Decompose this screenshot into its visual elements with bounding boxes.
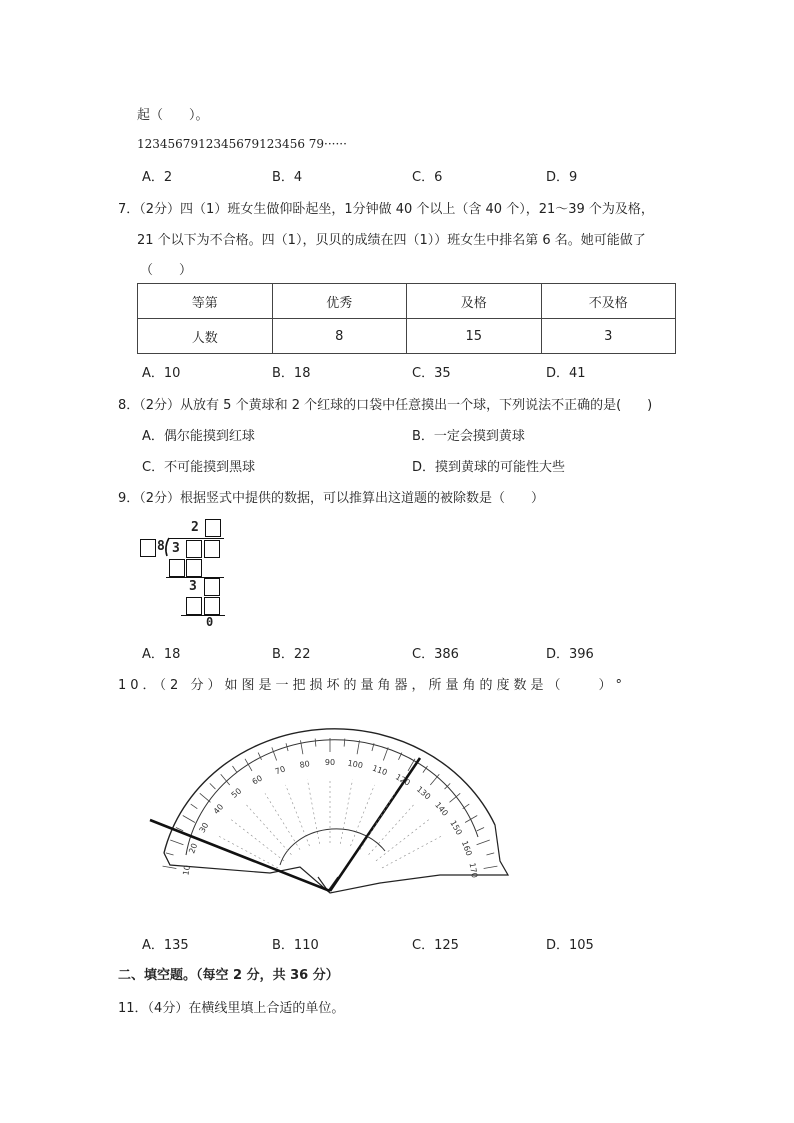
- protractor-scale-label: 30: [197, 821, 211, 835]
- protractor-scale-label: 80: [298, 759, 311, 770]
- q6-option-d: D．9: [546, 170, 578, 185]
- q9-blank-box: [205, 519, 221, 537]
- section-2-title: 二、填空题。（每空 2 分，共 36 分）: [118, 968, 339, 983]
- protractor-tick: [183, 816, 195, 823]
- q9-blank-box: [169, 559, 185, 577]
- protractor-tick: [232, 766, 237, 773]
- protractor-guide-line: [376, 819, 430, 861]
- protractor-guide-line: [265, 793, 300, 849]
- q7-grade-table: [137, 283, 676, 354]
- table-cell: 15: [407, 319, 542, 354]
- protractor-scale-label: 100: [346, 758, 364, 771]
- q9-subtraction-line: [181, 615, 225, 616]
- q6-option-c: C．6: [412, 170, 443, 185]
- protractor-tick: [200, 793, 211, 802]
- protractor-guide-line: [340, 780, 352, 844]
- table-header-cell: 不及格: [541, 284, 676, 319]
- q7-stem-line2: 21 个以下为不合格。四（1），贝贝的成绩在四（1））班女生中排名第 6 名。她可能做了: [137, 233, 646, 248]
- protractor-tick: [315, 739, 316, 747]
- q7-stem-line3: （ ）: [140, 263, 193, 278]
- q10-option-c: C．125: [412, 938, 459, 953]
- q10-option-b: B．110: [272, 938, 319, 953]
- q8-stem: 8．（2分）从放有 5 个黄球和 2 个红球的口袋中任意摸出一个球，下列说法不正确的是( ): [118, 398, 653, 413]
- protractor-scale-label: 160: [459, 839, 474, 858]
- q9-division-bar: [168, 538, 224, 539]
- protractor-tick: [166, 853, 174, 855]
- q6-option-b: B．4: [272, 170, 303, 185]
- protractor-scale-label: 40: [211, 802, 226, 816]
- q11-stem: 11．（4分）在横线里填上合适的单位。: [118, 1001, 345, 1016]
- protractor-guide-line: [382, 836, 443, 869]
- table-row: [138, 284, 676, 319]
- protractor-guide-line: [351, 785, 375, 846]
- protractor-tick: [170, 840, 183, 845]
- q7-option-c: C．35: [412, 366, 451, 381]
- q9-blank-box: [140, 539, 156, 557]
- protractor-guide-line: [369, 805, 414, 855]
- protractor-tick: [484, 866, 498, 868]
- q6-sequence: 1234567912345679123456 79······: [137, 137, 347, 151]
- q9-blank-box: [186, 540, 202, 558]
- q9-stem: 9．（2分）根据竖式中提供的数据，可以推算出这道题的被除数是（ ）: [118, 491, 545, 506]
- protractor-scale-label: 130: [414, 784, 433, 802]
- protractor-scale-label: 20: [187, 842, 200, 855]
- q9-quotient-digit: 2: [191, 520, 199, 535]
- protractor-tick: [383, 747, 388, 760]
- q9-blank-box: [204, 578, 220, 596]
- q9-dividend-digit: 3: [172, 541, 180, 556]
- protractor-tick: [272, 747, 277, 760]
- table-row: [138, 319, 676, 354]
- table-cell: 8: [272, 319, 407, 354]
- protractor-guide-line: [217, 836, 278, 869]
- protractor-tick: [430, 774, 439, 785]
- protractor-scale-label: 140: [433, 800, 450, 818]
- protractor-guide-line: [286, 785, 310, 846]
- protractor-tick: [486, 853, 494, 855]
- protractor-scale-label: 120: [393, 772, 412, 788]
- protractor-tick: [163, 866, 177, 868]
- q7-stem-line1: 7．（2分）四（1）班女生做仰卧起坐，1分钟做 40 个以上（含 40 个），21～39 个为及格，: [118, 202, 654, 217]
- q7-option-b: B．18: [272, 366, 311, 381]
- q10-stem: 10．（2 分）如图是一把损坏的量角器，所量角的度数是（ ）°: [118, 678, 626, 693]
- table-header-cell: 优秀: [272, 284, 407, 319]
- q9-option-d: D．396: [546, 647, 594, 662]
- q9-blank-box: [204, 597, 220, 615]
- protractor-tick: [465, 816, 477, 823]
- q9-option-c: C．386: [412, 647, 459, 662]
- protractor-tick: [357, 740, 359, 754]
- table-cell: 人数: [138, 319, 273, 354]
- protractor-scale-label: 110: [371, 763, 389, 778]
- table-header-cell: 及格: [407, 284, 542, 319]
- protractor-scale-label: 170: [467, 862, 480, 879]
- q9-remainder-digit: 3: [189, 579, 197, 594]
- protractor-tick: [477, 840, 490, 845]
- table-cell: 3: [541, 319, 676, 354]
- q6-option-a: A．2: [142, 170, 173, 185]
- protractor-scale-label: 90: [324, 758, 336, 767]
- table-header-cell: 等第: [138, 284, 273, 319]
- q8-option-c: C．不可能摸到黑球: [142, 460, 256, 475]
- q8-option-b: B．一定会摸到黄球: [412, 429, 525, 444]
- protractor-scale-label: 70: [273, 764, 287, 777]
- q10-broken-protractor: [140, 725, 530, 905]
- protractor-scale-label: 10: [181, 864, 193, 877]
- q10-option-d: D．105: [546, 938, 594, 953]
- q6-stem-tail: 起（ ）。: [137, 108, 209, 123]
- q9-blank-box: [186, 597, 202, 615]
- q8-option-d: D．摸到黄球的可能性大些: [412, 460, 566, 475]
- q7-option-a: A．10: [142, 366, 181, 381]
- protractor-tick: [191, 804, 198, 809]
- q9-divisor-digit: 8: [157, 539, 165, 554]
- protractor-scale-label: 150: [448, 818, 464, 837]
- q9-option-b: B．22: [272, 647, 311, 662]
- protractor-scale-label: 60: [250, 773, 264, 787]
- protractor-tick: [210, 783, 216, 789]
- protractor-tick: [477, 827, 484, 830]
- protractor-guide-line: [246, 805, 291, 855]
- protractor-scale-label: 50: [229, 786, 244, 800]
- q9-blank-box: [186, 559, 202, 577]
- q7-option-d: D．41: [546, 366, 586, 381]
- q9-final-zero: 0: [206, 615, 214, 629]
- q9-option-a: A．18: [142, 647, 181, 662]
- q10-option-a: A．135: [142, 938, 189, 953]
- q8-option-a: A．偶尔能摸到红球: [142, 429, 255, 444]
- protractor-tick: [245, 759, 252, 771]
- q9-blank-box: [204, 540, 220, 558]
